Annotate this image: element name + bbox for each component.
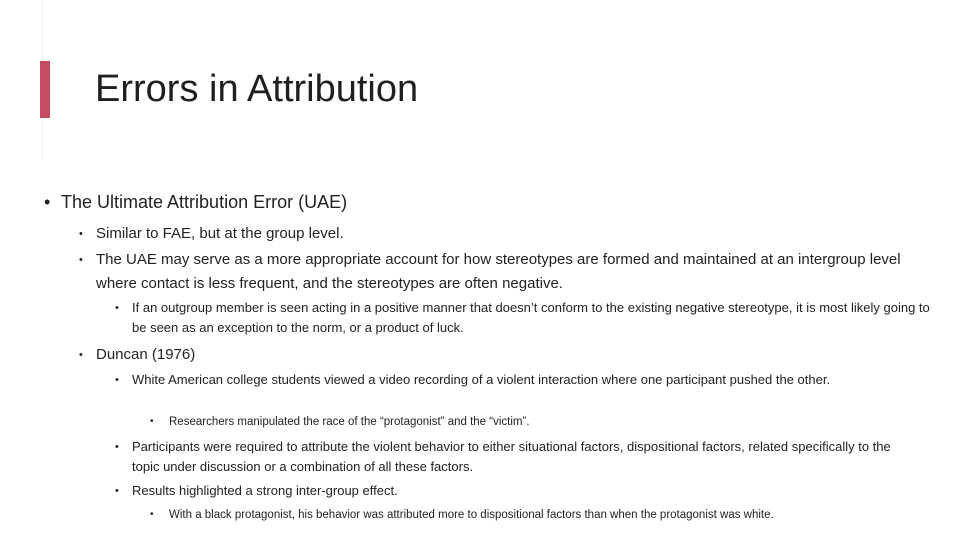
- bullet-duncan-race: [150, 413, 930, 431]
- bullet-text: Results highlighted a strong inter-group effect.: [132, 483, 398, 498]
- bullet-text: With a black protagonist, his behavior was attributed more to dispositional factors than when the protagonist was white.: [169, 509, 774, 521]
- bullet-duncan-black: [150, 506, 940, 524]
- bullet-duncan-participants: [115, 437, 915, 477]
- bullet-text: Researchers manipulated the race of the “protagonist” and the “victim”.: [169, 416, 530, 428]
- title-accent-bar: [40, 61, 50, 118]
- bullet-dot: •: [79, 349, 83, 361]
- bullet-dot: •: [115, 485, 119, 497]
- bullet-text: If an outgroup member is seen acting in a positive manner that doesn’t conform to the existing negative stereotype, it is most likely going to be seen as an exception to the norm, or a product of luck.: [132, 300, 930, 335]
- bullet-text: The Ultimate Attribution Error (UAE): [61, 192, 348, 212]
- bullet-text: Participants were required to attribute the violent behavior to either situational factors, dispositional factors, related specifically to the topic under discussion or a combination of all these factors.: [132, 439, 891, 474]
- bullet-dot: •: [115, 374, 119, 386]
- bullet-duncan-students: [115, 370, 915, 390]
- bullet-text: The UAE may serve as a more appropriate account for how stereotypes are formed and maintained at an intergroup level where contact is less frequent, and the stereotypes are often negative.: [96, 251, 901, 292]
- bullet-dot: •: [150, 416, 154, 427]
- bullet-text: Duncan (1976): [96, 346, 196, 363]
- bullet-dot: •: [79, 254, 83, 266]
- bullet-uae-similar: [79, 222, 909, 246]
- slide-title: Errors in Attribution: [95, 68, 419, 110]
- bullet-dot: •: [79, 228, 83, 240]
- bullet-uae-outgroup: [115, 298, 930, 338]
- bullet-dot: •: [115, 302, 119, 314]
- bullet-duncan: [79, 343, 909, 367]
- bullet-text: White American college students viewed a video recording of a violent interaction where one participant pushed the other.: [132, 372, 831, 387]
- bullet-uae: [44, 190, 924, 214]
- bullet-text: Similar to FAE, but at the group level.: [96, 225, 344, 242]
- bullet-uae-account: [79, 248, 909, 296]
- bullet-dot: •: [115, 441, 119, 453]
- bullet-duncan-results: [115, 481, 915, 501]
- bullet-dot: •: [150, 509, 154, 520]
- bullet-dot: •: [44, 192, 51, 212]
